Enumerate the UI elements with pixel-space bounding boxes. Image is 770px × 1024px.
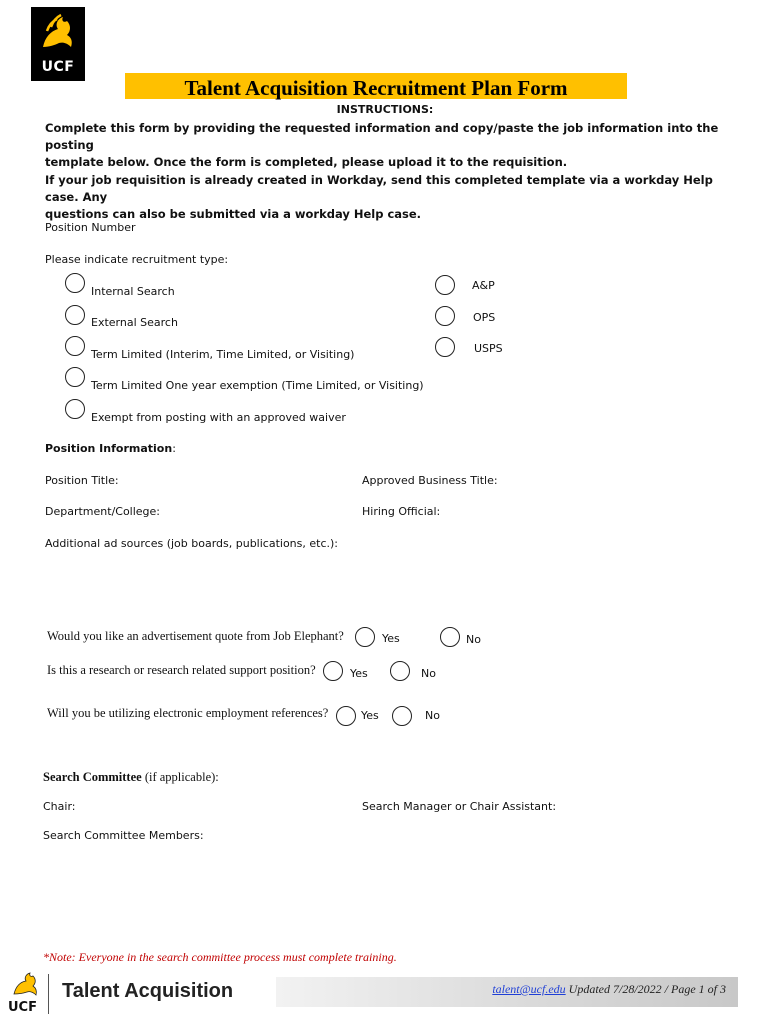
position-info-heading [45,442,176,455]
radio-internal-search[interactable] [65,273,85,293]
footer-ucf-text: UCF [8,1000,37,1015]
radio-term-limited-exemption[interactable] [65,367,85,387]
committee-members-label: Search Committee Members: [43,829,204,842]
instructions-para-1 [45,120,735,171]
radio-label-references-yes: Yes [361,709,379,722]
radio-label-usps: USPS [474,342,503,355]
instructions-line: Complete this form by providing the requested information and copy/paste the job information into the posting [45,121,719,152]
radio-research-no[interactable] [390,661,410,681]
instructions-para-2 [45,172,735,223]
radio-references-yes[interactable] [336,706,356,726]
footer-email-link[interactable]: talent@ucf.edu [492,982,566,996]
search-manager-label: Search Manager or Chair Assistant: [362,800,557,813]
department-label: Department/College: [45,505,161,518]
question-electronic-references: Will you be utilizing electronic employment references? [47,706,329,720]
radio-label-anp: A&P [472,279,495,292]
radio-label-term-limited: Term Limited (Interim, Time Limited, or Visiting) [91,348,355,361]
radio-term-limited[interactable] [65,336,85,356]
radio-label-research-yes: Yes [350,667,368,680]
hiring-official-label: Hiring Official: [362,505,441,518]
position-info-heading-suffix: : [172,442,176,455]
footer-text [492,982,726,997]
chair-label: Chair: [43,800,76,813]
pegasus-icon [31,7,85,61]
radio-research-yes[interactable] [323,661,343,681]
radio-references-no[interactable] [392,706,412,726]
ucf-logo [31,7,85,81]
radio-label-external-search: External Search [91,316,178,329]
footer-divider [48,974,49,1014]
radio-label-term-limited-exemption: Term Limited One year exemption (Time Limited, or Visiting) [91,379,424,392]
radio-label-exempt-waiver: Exempt from posting with an approved waiver [91,411,346,424]
instructions-line: template below. Once the form is completed, please upload it to the requisition. [45,155,568,169]
instructions-line: questions can also be submitted via a workday Help case. [45,207,422,221]
radio-label-ops: OPS [473,311,496,324]
ad-sources-label: Additional ad sources (job boards, publications, etc.): [45,537,338,550]
radio-label-job-elephant-no: No [466,633,481,646]
radio-anp[interactable] [435,275,455,295]
radio-job-elephant-yes[interactable] [355,627,375,647]
radio-ops[interactable] [435,306,455,326]
footer-brand-name: Talent Acquisition [62,980,234,1002]
position-info-heading-text: Position Information [45,442,173,455]
search-committee-heading-text: Search Committee [43,770,142,784]
position-title-label: Position Title: [45,474,119,487]
radio-usps[interactable] [435,337,455,357]
instructions-heading: INSTRUCTIONS: [336,103,434,116]
logo-text: UCF [41,59,75,75]
position-number-label: Position Number [45,221,136,234]
instructions-line: If your job requisition is already created in Workday, send this completed template via a workday Help case. Any [45,173,713,204]
footer-updated-text: Updated 7/28/2022 / Page 1 of 3 [565,982,726,996]
training-note: *Note: Everyone in the search committee process must complete training. [43,950,397,964]
recruitment-type-label: Please indicate recruitment type: [45,253,229,266]
radio-label-internal-search: Internal Search [91,285,175,298]
radio-label-references-no: No [425,709,440,722]
search-committee-heading-suffix: (if applicable): [144,770,219,784]
question-research-position: Is this a research or research related support position? [47,663,316,677]
page-title: Talent Acquisition Recruitment Plan Form [184,76,568,100]
radio-label-job-elephant-yes: Yes [382,632,400,645]
radio-exempt-waiver[interactable] [65,399,85,419]
question-job-elephant: Would you like an advertisement quote from Job Elephant? [47,629,344,643]
radio-job-elephant-no[interactable] [440,627,460,647]
search-committee-heading [43,770,219,785]
business-title-label: Approved Business Title: [362,474,498,487]
radio-external-search[interactable] [65,305,85,325]
radio-label-research-no: No [421,667,436,680]
